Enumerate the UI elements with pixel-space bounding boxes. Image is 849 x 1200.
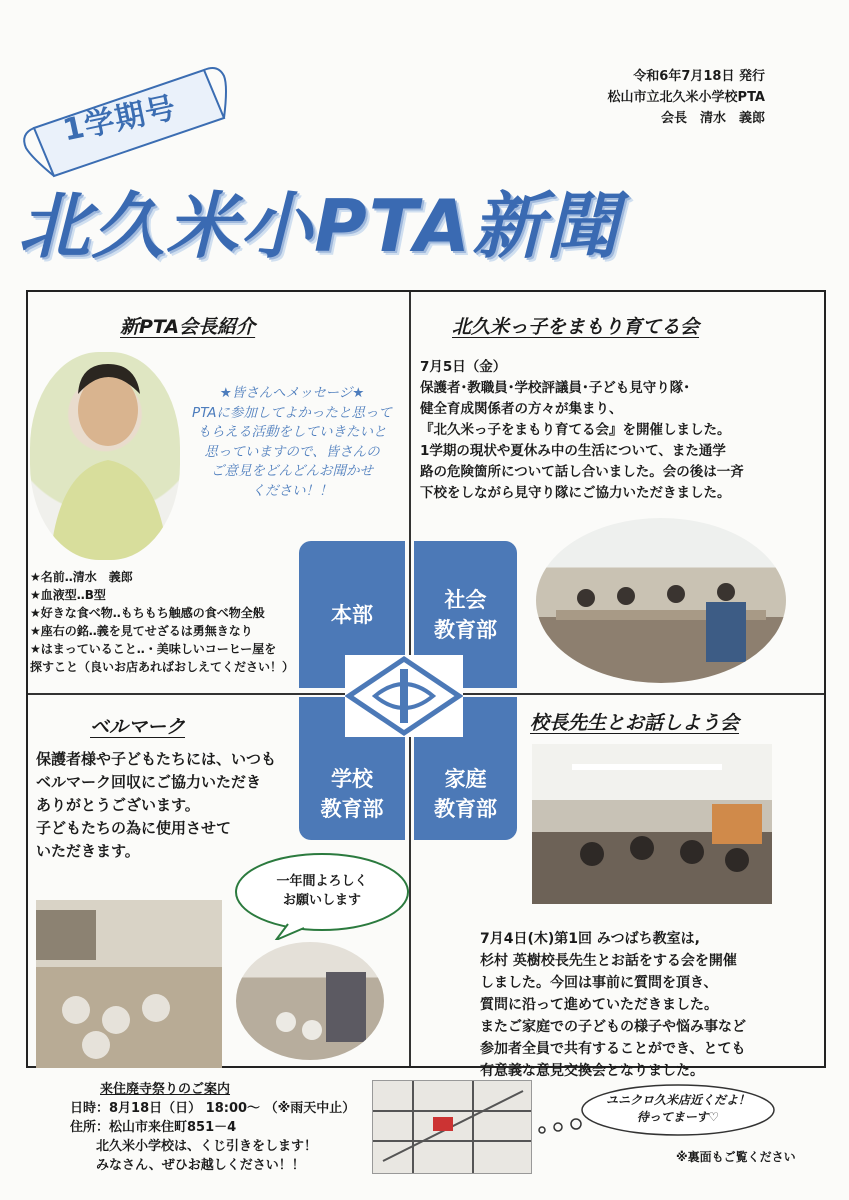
- body-line: 子どもたちの為に使用させて: [36, 819, 232, 837]
- back-page-note: ※裏面もご覧ください: [676, 1150, 796, 1164]
- map-bubble-text: ユニクロ久米店近くだよ！ 待ってまーす♡: [605, 1093, 750, 1124]
- profile-item: ★座右の銘‥義を見てせざるは勇無きなり: [30, 624, 253, 638]
- message-line: ください！！: [251, 482, 333, 499]
- bellmark-volunteer-icon: [236, 942, 384, 1060]
- profile-item: ★好きな食べ物‥もちもち触感の食べ物全般: [30, 606, 265, 620]
- school-name: 松山市立北久米小学校PTA: [607, 90, 765, 105]
- meeting-scene-icon: [536, 518, 786, 683]
- festival-info: [70, 1080, 355, 1175]
- president-message: [182, 384, 402, 501]
- message-heading: ★皆さんへメッセージ★: [219, 385, 365, 401]
- meeting-photo: [536, 518, 786, 683]
- festival-map: [372, 1080, 532, 1174]
- body-line: ベルマーク回収にご協力いただき: [36, 773, 262, 791]
- profile-item: 探すこと（良いお店あればおしえてください！）: [30, 660, 295, 674]
- principal-photo: [532, 744, 772, 904]
- president-photo: [30, 352, 180, 560]
- pta-emblem-icon: [345, 655, 463, 737]
- message-line: 思っていますので、皆さんの: [204, 443, 380, 460]
- body-line: 1学期の現状や夏休み中の生活について、また通学: [420, 443, 726, 459]
- issue-banner: 1学期号: [59, 90, 180, 149]
- quadrant-home-education: 家庭 教育部: [414, 697, 517, 840]
- profile-item: ★血液型‥B型: [30, 588, 106, 602]
- body-line: 質問に沿って進めていただきました。: [480, 997, 718, 1013]
- body-line: 7月4日(木)第1回 みつばち教室は,: [480, 931, 700, 947]
- body-line: しました。今回は事前に質問を頂き、: [480, 975, 718, 991]
- festival-line: 住所：松山市来住町851－4: [70, 1120, 237, 1135]
- festival-line: 日時：8月18日（日） 18:00～ （※雨天中止）: [70, 1101, 356, 1116]
- issuer-block: [608, 66, 765, 129]
- body-line: 『北久米っ子をまもり育てる会』を開催しました。: [420, 422, 731, 438]
- body-line: いただきます。: [36, 842, 140, 860]
- body-line: 下校をしながら見守り隊にご協力いただきました。: [420, 485, 731, 501]
- message-line: ご意見をどんどんお聞かせ: [211, 463, 373, 479]
- profile-item: ★名前‥清水 義郎: [30, 570, 133, 584]
- bellmark-sorting-icon: [36, 900, 222, 1068]
- festival-line: みなさん、ぜひお越しください！！: [70, 1158, 305, 1173]
- message-line: PTAに参加してよかったと思って: [192, 404, 392, 421]
- festival-title: 来住廃寺祭りのご案内: [100, 1082, 231, 1097]
- bellmark-bubble-text: 一年間よろしく お願いします: [276, 874, 368, 908]
- bellmark-photo-2: [236, 942, 384, 1060]
- person-silhouette-icon: [30, 352, 180, 560]
- body-line: 参加者全員で共有することができ、とても: [480, 1041, 746, 1057]
- classroom-scene-icon: [532, 744, 772, 904]
- body-line: 7月5日（金）: [420, 359, 507, 375]
- president-name: 会長 清水 義郎: [660, 111, 765, 126]
- president-section-title: 新PTA会長紹介: [120, 316, 256, 338]
- quadrant-honbu: 本部: [299, 541, 405, 688]
- bellmark-photo-1: [36, 900, 222, 1068]
- festival-line: 北久米小学校は、くじ引きをします！: [70, 1139, 318, 1154]
- bellmark-section-body: [36, 748, 276, 863]
- body-line: 杉村 英樹校長先生とお話をする会を開催: [480, 953, 737, 969]
- bellmark-section-title: ベルマーク: [90, 716, 186, 738]
- body-line: 保護者･教職員･学校評議員･子ども見守り隊･: [420, 380, 690, 396]
- protect-section-title: 北久米っ子をまもり育てる会: [452, 316, 700, 338]
- profile-item: ★はまっていること‥・美味しいコーヒー屋を: [30, 642, 277, 656]
- pta-emblem: [345, 655, 463, 737]
- president-profile: [30, 568, 294, 676]
- body-line: またご家庭での子どもの様子や悩み事など: [480, 1019, 746, 1035]
- issue-date: 令和6年7月18日 発行: [633, 69, 765, 84]
- principal-section-title: 校長先生とお話しよう会: [530, 712, 740, 734]
- body-line: 保護者様や子どもたちには、いつも: [36, 750, 277, 768]
- body-line: ありがとうございます。: [36, 796, 200, 814]
- newspaper-title: 北久米小PTA新聞: [18, 184, 621, 268]
- message-line: もらえる活動をしていきたいと: [197, 424, 387, 440]
- body-line: 有意義な意見交換会となりました。: [480, 1063, 704, 1079]
- map-icon: [373, 1081, 531, 1173]
- body-line: 路の危険箇所について話し合いました。会の後は一斉: [420, 464, 744, 480]
- principal-section-body: [480, 928, 746, 1082]
- protect-section-body: [420, 357, 744, 504]
- quadrant-social-education: 社会 教育部: [414, 541, 517, 688]
- quadrant-school-education: 学校 教育部: [299, 697, 405, 840]
- body-line: 健全育成関係者の方々が集まり、: [420, 401, 623, 417]
